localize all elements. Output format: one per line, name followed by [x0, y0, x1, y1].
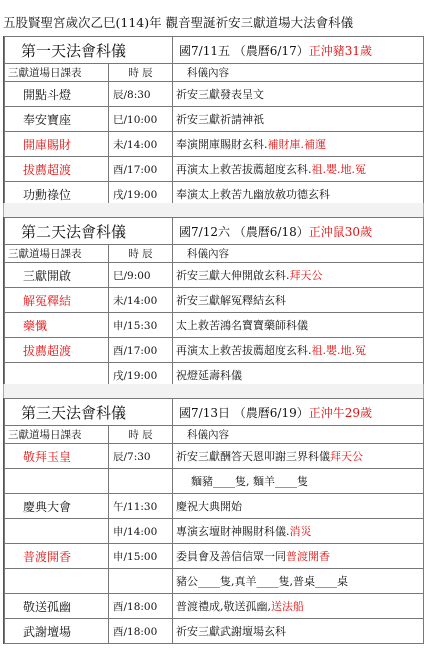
- ritual-time: 巳/10:00: [109, 107, 173, 132]
- ritual-label: 敬拜玉皇: [5, 444, 109, 469]
- ritual-label: 三獻開啟: [5, 263, 109, 288]
- ritual-time: 戌/19:00: [109, 182, 173, 207]
- ritual-time: 未/14:00: [109, 132, 173, 157]
- day-3-title: 第三天法會科儀: [5, 399, 173, 426]
- section-divider: [3, 203, 424, 217]
- ritual-time: [109, 569, 173, 594]
- ritual-content: 委員會及善信信眾一同: [176, 550, 287, 563]
- table-row: [5, 157, 424, 182]
- ritual-label: 奉安寶座: [5, 107, 109, 132]
- day-2-date: 國7/12六 （農曆6/18）: [179, 224, 309, 239]
- day-2-table: [4, 217, 424, 388]
- ritual-label: 普渡開香: [5, 544, 109, 569]
- day-1-date: 國7/11五 （農曆6/17）: [179, 43, 309, 58]
- ritual-time: 酉/17:00: [109, 157, 173, 182]
- table-row: [5, 288, 424, 313]
- ritual-label: 藥懺: [5, 313, 109, 338]
- day-3-date: 國7/13日 （農曆6/19）: [179, 405, 309, 420]
- ritual-content: 祈安三獻發表呈文: [176, 88, 265, 101]
- ritual-time: 巳/9:00: [109, 263, 173, 288]
- ritual-highlight: 消災: [289, 525, 312, 538]
- table-row: [5, 594, 424, 619]
- ritual-content: 祈安三獻酬答天恩叩謝三界科儀: [176, 450, 331, 463]
- ritual-highlight: 祖.嬰.地.冤: [311, 344, 367, 357]
- ritual-content: 祈安三獻大伸開啟玄科.: [176, 269, 290, 282]
- table-row: [5, 569, 424, 594]
- ritual-label: 拔薦超渡: [5, 338, 109, 363]
- ritual-time: 未/14:00: [109, 288, 173, 313]
- ritual-content: 麵豬____隻, 麵羊____隻: [191, 475, 309, 488]
- day-2-section: [3, 217, 424, 388]
- day-3-section: [3, 398, 424, 644]
- ritual-content: 再演太上救苦拔薦超度玄科.: [176, 344, 312, 357]
- ritual-label: 開庫賜財: [5, 132, 109, 157]
- ritual-content: 普渡禮成,敬送孤幽,: [176, 600, 272, 613]
- section-divider: [3, 384, 424, 398]
- ritual-highlight: 拜天公: [330, 450, 364, 463]
- day-3-table: [4, 398, 424, 644]
- ritual-time: 午/11:30: [109, 494, 173, 519]
- day-2-title: 第二天法會科儀: [5, 218, 173, 245]
- ritual-label: 解冤釋結: [5, 288, 109, 313]
- table-row: [5, 313, 424, 338]
- col-header-daily: 三獻道場日課表: [5, 64, 109, 82]
- page-title: 五股賢聖宮歲次乙巳(114)年 觀音聖誕祈安三獻道場大法會科儀: [3, 15, 354, 30]
- table-row: [5, 619, 424, 644]
- col-header-content: 科儀內容: [173, 426, 424, 444]
- table-row: [5, 82, 424, 107]
- ritual-content: 再演太上救苦拔薦超度玄科.: [176, 163, 312, 176]
- col-header-daily: 三獻道場日課表: [5, 426, 109, 444]
- ritual-content: 慶祝大典開始: [176, 500, 243, 513]
- col-header-daily: 三獻道場日課表: [5, 245, 109, 263]
- ritual-time: 申/14:00: [109, 519, 173, 544]
- table-row: [5, 338, 424, 363]
- ritual-time: 申/15:30: [109, 313, 173, 338]
- ritual-label: 慶典大會: [5, 494, 109, 519]
- ritual-highlight: 拜天公: [289, 269, 323, 282]
- ritual-label: [5, 569, 109, 594]
- ritual-time: 申/15:00: [109, 544, 173, 569]
- ritual-label: 拔薦超渡: [5, 157, 109, 182]
- ritual-content: 祈安三獻祈請神祇: [176, 113, 265, 126]
- day-2-clash: 正沖鼠30歲: [308, 224, 373, 239]
- ritual-content: 奉演太上救苦九幽放赦功德玄科: [176, 188, 331, 201]
- day-3-clash: 正沖牛29歲: [308, 405, 373, 420]
- day-1-table: [4, 36, 424, 207]
- ritual-content: 祈安三獻武謝壇場玄科: [176, 625, 287, 638]
- day-1-title: 第一天法會科儀: [5, 37, 173, 64]
- ritual-content: 太上救苦鴻名寶寶藥師科儀: [176, 319, 309, 332]
- ritual-time: 辰/8:30: [109, 82, 173, 107]
- col-header-time: 時 辰: [109, 64, 173, 82]
- ritual-highlight: 補財庫.補運: [267, 138, 327, 151]
- col-header-time: 時 辰: [109, 245, 173, 263]
- ritual-content: 祈安三獻解冤釋結玄科: [176, 294, 287, 307]
- ritual-content: 豬公____隻,真羊____隻,普桌____桌: [176, 575, 349, 588]
- ritual-content: 專演玄壇財神賜財科儀.: [176, 525, 290, 538]
- ritual-label: [5, 519, 109, 544]
- table-row: [5, 263, 424, 288]
- ritual-label: 敬送孤幽: [5, 594, 109, 619]
- table-row: [5, 494, 424, 519]
- day-1-section: [3, 36, 424, 207]
- day-1-clash: 正沖豬31歲: [308, 43, 373, 58]
- col-header-content: 科儀內容: [173, 64, 424, 82]
- ritual-time: 辰/7:30: [109, 444, 173, 469]
- ritual-label: 開點斗燈: [5, 82, 109, 107]
- table-row: [5, 107, 424, 132]
- ritual-label: 功勳祿位: [5, 182, 109, 207]
- ritual-time: 酉/18:00: [109, 594, 173, 619]
- ritual-label: [5, 469, 109, 494]
- table-row: [5, 519, 424, 544]
- ritual-time: 酉/18:00: [109, 619, 173, 644]
- ritual-highlight: 普渡開香: [286, 550, 331, 563]
- ritual-content: 奉演開庫賜財玄科.: [176, 138, 268, 151]
- ritual-label: 武謝壇場: [5, 619, 109, 644]
- ritual-content: 祝燈延壽科儀: [176, 369, 243, 382]
- ritual-time: 酉/17:00: [109, 338, 173, 363]
- ritual-time: 戌/19:00: [109, 363, 173, 388]
- table-row: [5, 444, 424, 469]
- col-header-content: 科儀內容: [173, 245, 424, 263]
- table-row: [5, 132, 424, 157]
- col-header-time: 時 辰: [109, 426, 173, 444]
- table-row: [5, 544, 424, 569]
- ritual-highlight: 祖.嬰.地.冤: [311, 163, 367, 176]
- ritual-highlight: 送法船: [271, 600, 305, 613]
- ritual-time: [109, 469, 173, 494]
- table-row: [5, 469, 424, 494]
